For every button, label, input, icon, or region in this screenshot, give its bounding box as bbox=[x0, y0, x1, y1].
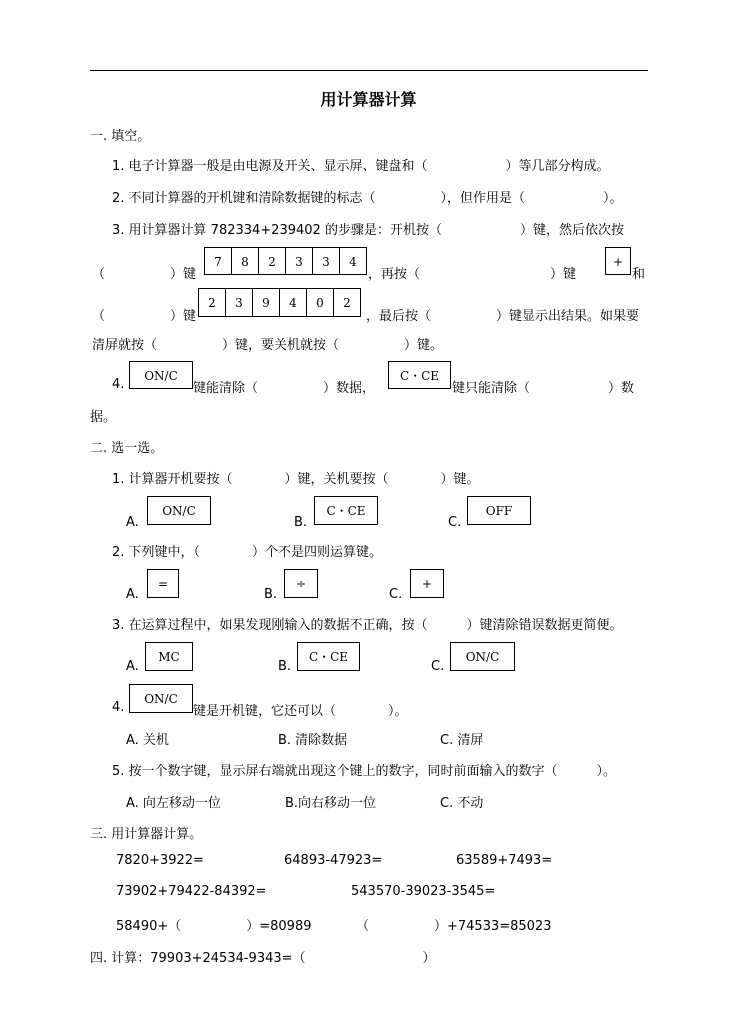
digit-key: 8 bbox=[231, 247, 259, 275]
digit-key: 2 bbox=[258, 247, 286, 275]
c-ce-key: C・CE bbox=[388, 361, 451, 389]
calc-expression: 58490+（ ）=80989 bbox=[116, 919, 312, 934]
mc-key: MC bbox=[145, 642, 193, 671]
off-key: OFF bbox=[467, 496, 531, 525]
s2-q5-option-b: B.向右移动一位 bbox=[285, 796, 377, 811]
s1-q3-line2-middle: ，再按（ ）键 bbox=[368, 267, 577, 282]
s2-q4-option-a: A. 关机 bbox=[126, 733, 169, 748]
s2-question-3: 3. 在运算过程中，如果发现刚输入的数据不正确，按（ ）键清除错误数据更简便。 bbox=[112, 618, 623, 633]
s1-q4-tail: 据。 bbox=[90, 410, 117, 425]
option-letter: A. bbox=[126, 587, 139, 602]
digit-key: 0 bbox=[306, 288, 334, 317]
digit-key: 7 bbox=[204, 247, 232, 275]
calc-expression: 73902+79422-84392= bbox=[116, 884, 267, 899]
on-c-key: ON/C bbox=[450, 642, 515, 671]
calc-expression: 64893-47923= bbox=[284, 853, 383, 868]
s1-question-3-line-1: 3. 用计算器计算 782334+239402 的步骤是：开机按（ ）键，然后依次按 bbox=[112, 223, 624, 238]
s1-question-1: 1. 电子计算器一般是由电源及开关、显示屏、键盘和（ ）等几部分构成。 bbox=[112, 159, 610, 174]
s2-q5-option-c: C. 不动 bbox=[440, 796, 484, 811]
s1-q3-line2-end: 和 bbox=[632, 267, 646, 282]
option-letter: C. bbox=[389, 587, 403, 602]
s2-q4-option-b: B. 清除数据 bbox=[278, 733, 348, 748]
page-title: 用计算器计算 bbox=[320, 90, 417, 109]
digit-key: 3 bbox=[312, 247, 340, 275]
s1-q3-line3-prefix: （ ）键 bbox=[92, 309, 197, 324]
s1-q4-middle: 键能清除（ ）数据， bbox=[193, 381, 376, 396]
s1-q3-line2-prefix: （ ）键 bbox=[92, 267, 197, 282]
section-4-question: 四. 计算：79903+24534-9343=（ ） bbox=[90, 951, 436, 966]
option-letter: A. bbox=[126, 515, 139, 530]
plus-key: + bbox=[410, 569, 444, 598]
option-letter: B. bbox=[294, 515, 308, 530]
top-rule bbox=[90, 70, 648, 71]
plus-key: + bbox=[605, 247, 631, 275]
on-c-key: ON/C bbox=[129, 684, 193, 713]
s2-q4-option-c: C. 清屏 bbox=[440, 733, 484, 748]
digit-key: 3 bbox=[285, 247, 313, 275]
s1-q3-line4: 清屏就按（ ）键，要关机就按（ ）键。 bbox=[92, 338, 444, 353]
digit-key: 4 bbox=[339, 247, 367, 275]
calc-expression: （ ）+74533=85023 bbox=[356, 919, 552, 934]
option-letter: C. bbox=[448, 515, 462, 530]
s1-q4-number: 4. bbox=[112, 377, 125, 392]
option-letter: A. bbox=[126, 659, 139, 674]
s2-question-1: 1. 计算器开机要按（ ）键，关机要按（ ）键。 bbox=[112, 472, 480, 487]
section-2-heading: 二. 选一选。 bbox=[90, 441, 164, 456]
on-c-key: ON/C bbox=[129, 361, 193, 389]
s2-question-2: 2. 下列键中，（ ）个不是四则运算键。 bbox=[112, 545, 383, 560]
s1-q3-line3-middle: ，最后按（ ）键显示出结果。如果要 bbox=[366, 309, 640, 324]
s2-q4-number: 4. bbox=[112, 700, 125, 715]
s1-question-2: 2. 不同计算器的开机键和清除数据键的标志（ ），但作用是（ ）。 bbox=[112, 191, 623, 206]
s2-q4-text: 键是开机键，它还可以（ ）。 bbox=[193, 704, 408, 719]
calc-expression: 63589+7493= bbox=[456, 853, 553, 868]
equals-key: = bbox=[147, 569, 179, 598]
on-c-key: ON/C bbox=[147, 496, 211, 525]
section-1-heading: 一. 填空。 bbox=[90, 129, 151, 144]
s2-question-5: 5. 按一个数字键，显示屏右端就出现这个键上的数字，同时前面输入的数字（ ）。 bbox=[112, 764, 617, 779]
digit-key: 3 bbox=[225, 288, 253, 317]
s2-q5-option-a: A. 向左移动一位 bbox=[126, 796, 221, 811]
digit-key: 2 bbox=[198, 288, 226, 317]
option-letter: B. bbox=[264, 587, 278, 602]
calc-expression: 543570-39023-3545= bbox=[351, 884, 496, 899]
c-ce-key: C・CE bbox=[297, 642, 360, 671]
option-letter: C. bbox=[431, 659, 445, 674]
section-3-heading: 三. 用计算器计算。 bbox=[90, 827, 203, 842]
option-letter: B. bbox=[278, 659, 292, 674]
calc-expression: 7820+3922= bbox=[116, 853, 204, 868]
divide-key: ÷ bbox=[284, 569, 318, 598]
digit-key: 9 bbox=[252, 288, 280, 317]
c-ce-key: C・CE bbox=[314, 496, 378, 525]
digit-key: 4 bbox=[279, 288, 307, 317]
digit-key: 2 bbox=[333, 288, 361, 317]
s1-q4-end: 键只能清除（ ）数 bbox=[452, 381, 635, 396]
